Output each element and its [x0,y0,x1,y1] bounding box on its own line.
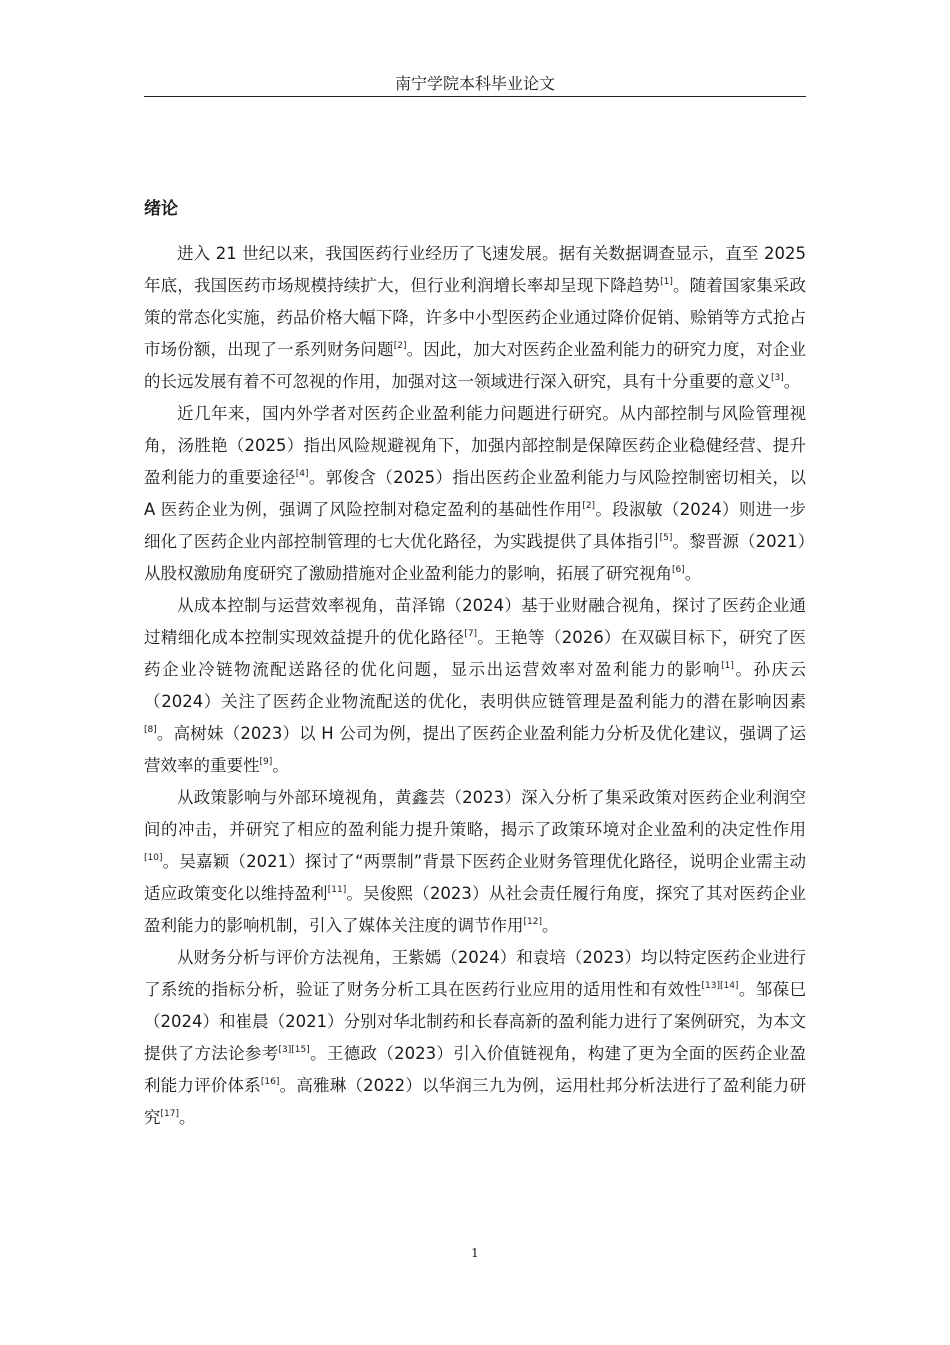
page-number: 1 [471,1246,479,1260]
citation-marker: [7] [464,629,478,639]
citation-marker: [6] [672,565,685,575]
citation-marker: [10] [144,853,163,863]
citation-marker: [1] [660,277,673,287]
citation-marker: [13][14] [701,981,739,991]
citation-marker: [17] [160,1109,179,1119]
citation-marker: [5] [659,533,673,543]
citation-marker: [3][15] [278,1045,310,1055]
citation-marker: [11] [327,885,347,895]
paragraph: 进入 21 世纪以来，我国医药行业经历了飞速发展。据有关数据调查显示，直至 2025 年底，我国医药市场规模持续扩大，但行业利润增长率却呈现下降趋势[1]。随着国家集采政策的常态化实施，药品价格大幅下降，许多中小型医药企业通过降价促销、赊销等方式抢占市场份额，出现了一系列财务问题[2]。因此，加大对医药企业盈利能力的研究力度，对企业的长远发展有着不可忽视的作用，加强对这一领域进行深入研究，具有十分重要的意义[3]。 [144,244,807,391]
citation-marker: [2] [393,341,407,351]
header-rule [144,96,806,97]
citation-marker: [3] [771,373,784,383]
citation-marker: [2] [582,501,596,511]
body-text [144,238,806,1134]
citation-marker: [8] [144,725,157,735]
paragraph: 从财务分析与评价方法视角，王紫嫣（2024）和袁培（2023）均以特定医药企业进行了系统的指标分析，验证了财务分析工具在医药行业应用的适用性和有效性[13][14]。邹葆巳（2024）和崔晨（2021）分别对华北制药和长春高新的盈利能力进行了案例研究，为本文提供了方法论参考[3][15]。王德政（2023）引入价值链视角，构建了更为全面的医药企业盈利能力评价体系[16]。高雅琳（2022）以华润三九为例，运用杜邦分析法进行了盈利能力研究[17]。 [144,948,807,1127]
citation-marker: [1] [721,661,734,671]
citation-marker: [4] [295,469,309,479]
paragraph: 近几年来，国内外学者对医药企业盈利能力问题进行研究。从内部控制与风险管理视角，汤胜艳（2025）指出风险规避视角下，加强内部控制是保障医药企业稳健经营、提升盈利能力的重要途径[4]。郭俊含（2025）指出医药企业盈利能力与风险控制密切相关，以 A 医药企业为例，强调了风险控制对稳定盈利的基础性作用[2]。段淑敏（2024）则进一步细化了医药企业内部控制管理的七大优化路径，为实践提供了具体指引[5]。黎晋源（2021）从股权激励角度研究了激励措施对企业盈利能力的影响，拓展了研究视角[6]。 [144,404,807,583]
paragraph: 从政策影响与外部环境视角，黄鑫芸（2023）深入分析了集采政策对医药企业利润空间的冲击，并研究了相应的盈利能力提升策略，揭示了政策环境对企业盈利的决定性作用[10]。吴嘉颖（2021）探讨了“两票制”背景下医药企业财务管理优化路径，说明企业需主动适应政策变化以维持盈利[11]。吴俊熙（2023）从社会责任履行角度，探究了其对医药企业盈利能力的影响机制，引入了媒体关注度的调节作用[12]。 [144,788,806,935]
section-title: 绪论 [144,199,178,219]
citation-marker: [12] [523,917,542,927]
citation-marker: [16] [260,1077,280,1087]
citation-marker: [9] [259,757,273,767]
paragraph: 从成本控制与运营效率视角，苗泽锦（2024）基于业财融合视角，探讨了医药企业通过精细化成本控制实现效益提升的优化路径[7]。王艳等（2026）在双碳目标下，研究了医药企业冷链物流配送路径的优化问题，显示出运营效率对盈利能力的影响[1]。孙庆云（2024）关注了医药企业物流配送的优化，表明供应链管理是盈利能力的潜在影响因素[8]。高树妹（2023）以 H 公司为例，提出了医药企业盈利能力分析及优化建议，强调了运营效率的重要性[9]。 [144,596,807,775]
running-header: 南宁学院本科毕业论文 [394,74,555,93]
